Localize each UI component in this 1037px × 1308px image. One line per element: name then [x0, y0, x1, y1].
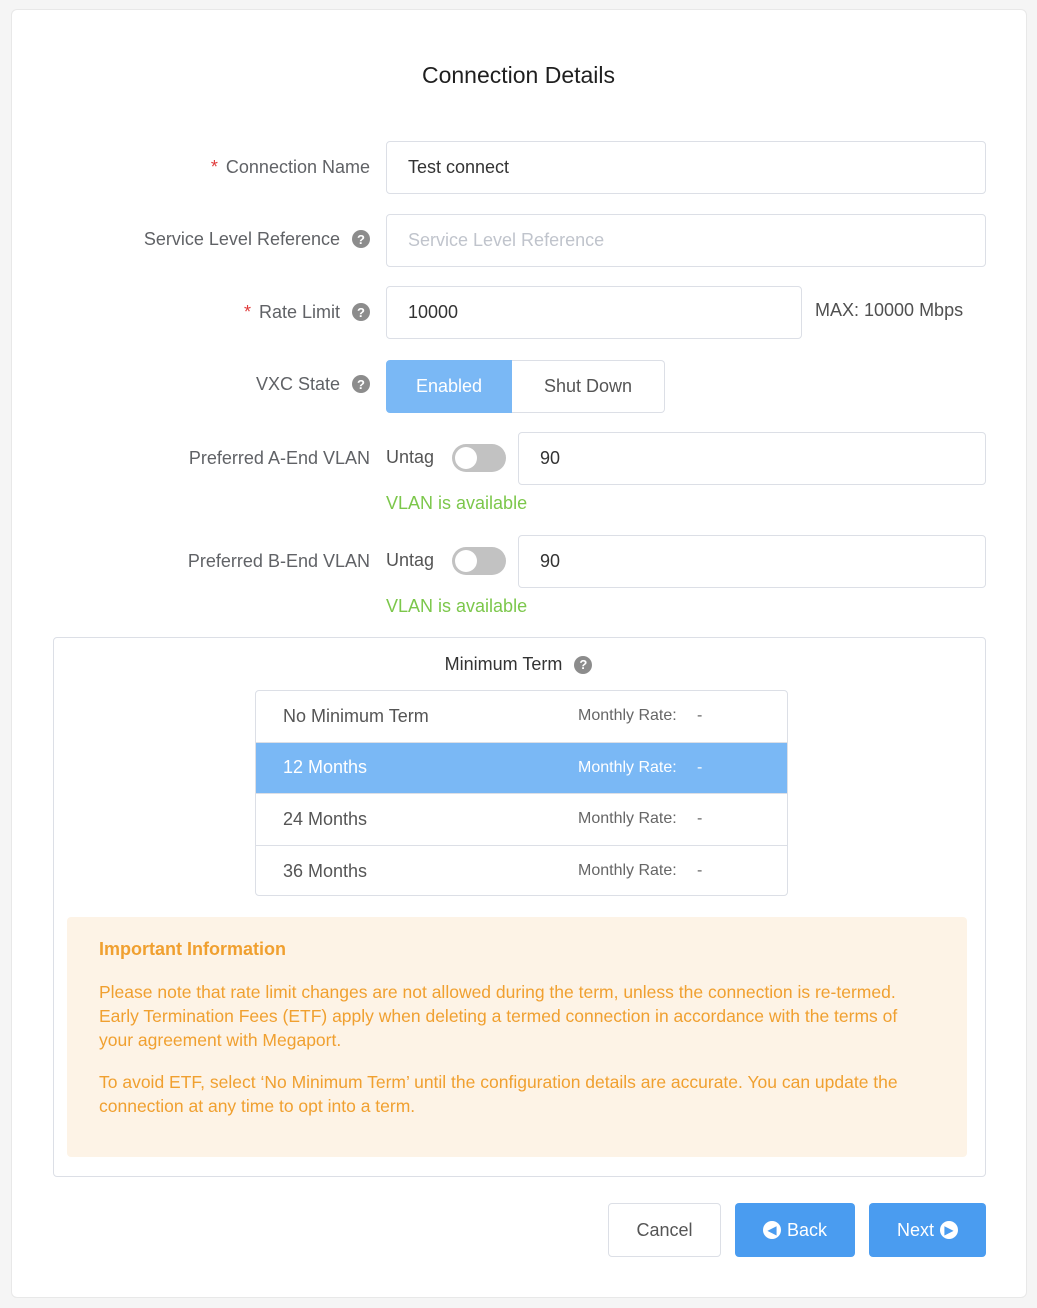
monthly-rate-label: Monthly Rate:: [578, 862, 677, 880]
minimum-term-list: [255, 690, 788, 896]
connection-name-label-text: Connection Name: [225, 156, 370, 177]
arrow-left-circle-icon: ◀: [763, 1221, 781, 1239]
info-paragraph-2: To avoid ETF, select ‘No Minimum Term’ until the configuration details are accurate. You can update the connection at any time to opt into a term.: [99, 1072, 898, 1116]
rate-limit-label-text: Rate Limit: [258, 301, 340, 322]
service-level-reference-input[interactable]: Service Level Reference: [386, 214, 986, 267]
help-icon[interactable]: ?: [352, 230, 370, 248]
required-mark: *: [210, 156, 218, 177]
help-icon[interactable]: ?: [352, 303, 370, 321]
b-end-vlan-label-text: Preferred B-End VLAN: [187, 550, 370, 571]
info-paragraph-1: Please note that rate limit changes are not allowed during the term, unless the connection is re-termed. Early Termination Fees (ETF) apply when deleting a termed connection in accordance with the terms of your agreement with Megaport.: [99, 982, 898, 1050]
rate-limit-label: [244, 300, 370, 324]
required-mark: *: [243, 301, 251, 322]
minimum-term-title-text: Minimum Term: [444, 654, 563, 674]
term-name: 24 Months: [283, 808, 368, 829]
vxc-state-label-text: VXC State: [255, 373, 340, 394]
a-end-vlan-label: [189, 446, 370, 470]
monthly-rate-label: Monthly Rate:: [578, 758, 677, 776]
b-end-vlan-label: [188, 549, 370, 573]
b-end-untag-toggle[interactable]: [452, 547, 506, 575]
vxc-state-shutdown-button[interactable]: Shut Down: [512, 360, 665, 413]
help-icon[interactable]: ?: [574, 656, 592, 674]
monthly-rate-value: -: [697, 707, 703, 725]
monthly-rate-label: Monthly Rate:: [578, 810, 677, 828]
toggle-knob: [455, 447, 477, 469]
a-end-vlan-status: VLAN is available: [386, 493, 528, 513]
term-option-36-months[interactable]: [256, 846, 787, 897]
term-option-none[interactable]: [256, 691, 787, 743]
connection-name-input[interactable]: Test connect: [386, 141, 986, 194]
a-end-vlan-label-text: Preferred A-End VLAN: [188, 447, 370, 468]
arrow-right-circle-icon: ▶: [940, 1221, 958, 1239]
vxc-state-segmented: [386, 360, 665, 413]
cancel-button[interactable]: Cancel: [608, 1203, 721, 1257]
page-title: Connection Details: [421, 62, 616, 88]
connection-name-label: [211, 155, 370, 179]
back-button[interactable]: [735, 1203, 855, 1257]
monthly-rate-value: -: [697, 862, 703, 880]
back-button-label: Back: [786, 1219, 828, 1240]
monthly-rate-value: -: [697, 758, 703, 776]
monthly-rate-value: -: [697, 810, 703, 828]
next-button-label: Next: [896, 1219, 934, 1240]
service-level-reference-label-text: Service Level Reference: [143, 228, 340, 249]
important-information-panel: [67, 917, 967, 1157]
b-end-untag-label: Untag: [386, 550, 435, 570]
term-name: 36 Months: [283, 860, 368, 881]
rate-limit-max: MAX: 10000 Mbps: [815, 300, 964, 320]
vxc-state-enabled-button[interactable]: Enabled: [386, 360, 512, 413]
a-end-vlan-input[interactable]: 90: [518, 432, 986, 485]
info-title: Important Information: [99, 939, 286, 959]
b-end-vlan-input[interactable]: 90: [518, 535, 986, 588]
term-name: 12 Months: [283, 757, 368, 778]
rate-limit-input[interactable]: 10000: [386, 286, 802, 339]
term-option-24-months[interactable]: [256, 794, 787, 846]
term-option-12-months[interactable]: [256, 743, 787, 795]
b-end-vlan-status: VLAN is available: [386, 596, 528, 616]
a-end-untag-label: Untag: [386, 447, 435, 467]
help-icon[interactable]: ?: [352, 375, 370, 393]
a-end-untag-toggle[interactable]: [452, 444, 506, 472]
service-level-reference-label: [144, 227, 370, 251]
minimum-term-title: [0, 654, 1037, 675]
vxc-state-label: [256, 372, 370, 396]
next-button[interactable]: [869, 1203, 986, 1257]
monthly-rate-label: Monthly Rate:: [578, 707, 677, 725]
term-name: No Minimum Term: [283, 705, 429, 726]
toggle-knob: [455, 550, 477, 572]
